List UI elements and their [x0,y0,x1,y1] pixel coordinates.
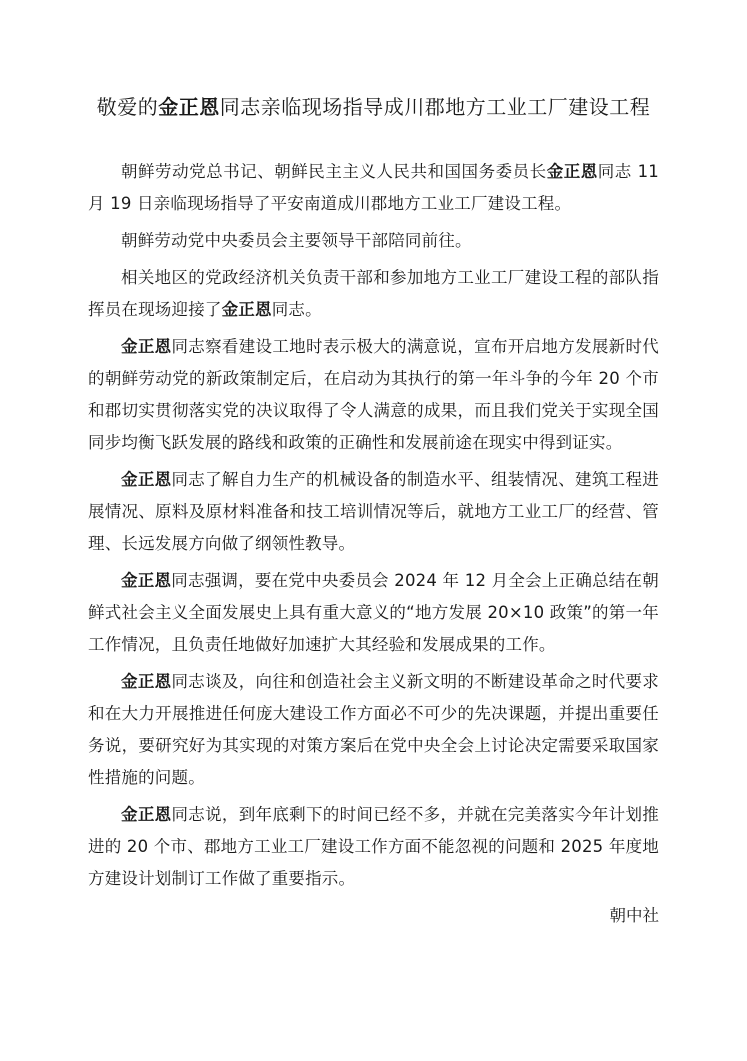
leader-name: 金正恩 [221,300,272,319]
leader-name: 金正恩 [546,162,598,181]
paragraph-text: 同志了解自力生产的机械设备的制造水平、组装情况、建筑工程进展情况、原料及原材料准备和技工培训情况等后，就地方工业工厂的经营、管理、长远发展方向做了纲领性教导。 [88,470,659,553]
paragraph [88,565,659,661]
article-title [76,92,671,122]
paragraph-text: 朝鲜劳动党中央委员会主要领导干部陪同前往。 [121,231,472,250]
title-suffix: 同志亲临现场指导成川郡地方工业工厂建设工程 [219,95,651,119]
title-prefix: 敬爱的 [96,95,159,119]
paragraph [88,666,659,794]
paragraph-text: 同志强调，要在党中央委员会 2024 年 12 月全会上正确总结在朝鲜式社会主义全面发展史上具有重大意义的“地方发展 20×10 政策”的第一年工作情况，且负责任地做好加速扩大其经验和发展成果的工作。 [88,571,659,654]
paragraph-text: 同志说，到年底剩下的时间已经不多，并就在完美落实今年计划推进的 20 个市、郡地方工业工厂建设工作方面不能忽视的问题和 2025 年度地方建设计划制订工作做了重要指示。 [88,805,659,888]
paragraph [88,799,659,895]
leader-name: 金正恩 [121,337,172,356]
leader-name: 金正恩 [121,672,172,691]
title-name: 金正恩 [158,95,220,119]
article-body [88,156,659,895]
paragraph [88,464,659,560]
paragraph-text: 同志谈及，向往和创造社会主义新文明的不断建设革命之时代要求和在大力开展推进任何庞大建设工作方面必不可少的先决课题，并提出重要任务说，要研究好为其实现的对策方案后在党中央全会上讨论决定需要采取国家性措施的问题。 [88,672,659,787]
leader-name: 金正恩 [121,805,172,824]
paragraph-text: 同志。 [271,300,322,319]
news-source: 朝中社 [609,906,659,925]
paragraph-text: 同志 11 月 19 日亲临现场指导了平安南道成川郡地方工业工厂建设工程。 [88,162,660,213]
paragraph [88,156,659,220]
paragraph-text: 朝鲜劳动党总书记、朝鲜民主主义人民共和国国务委员长 [121,162,547,181]
leader-name: 金正恩 [121,571,172,590]
paragraph-text: 同志察看建设工地时表示极大的满意说，宣布开启地方发展新时代的朝鲜劳动党的新政策制定后，在启动为其执行的第一年斗争的今年 20 个市和郡切实贯彻落实党的决议取得了令人满意的成果，而且我们党关于实现全国同步均衡飞跃发展的路线和政策的正确性和发展前途在现实中得到证实。 [88,337,659,452]
paragraph-text: 相关地区的党政经济机关负责干部和参加地方工业工厂建设工程的部队指挥员在现场迎接了 [88,268,659,319]
leader-name: 金正恩 [121,470,172,489]
paragraph [88,225,659,257]
paragraph [88,331,659,459]
paragraph [88,262,659,326]
